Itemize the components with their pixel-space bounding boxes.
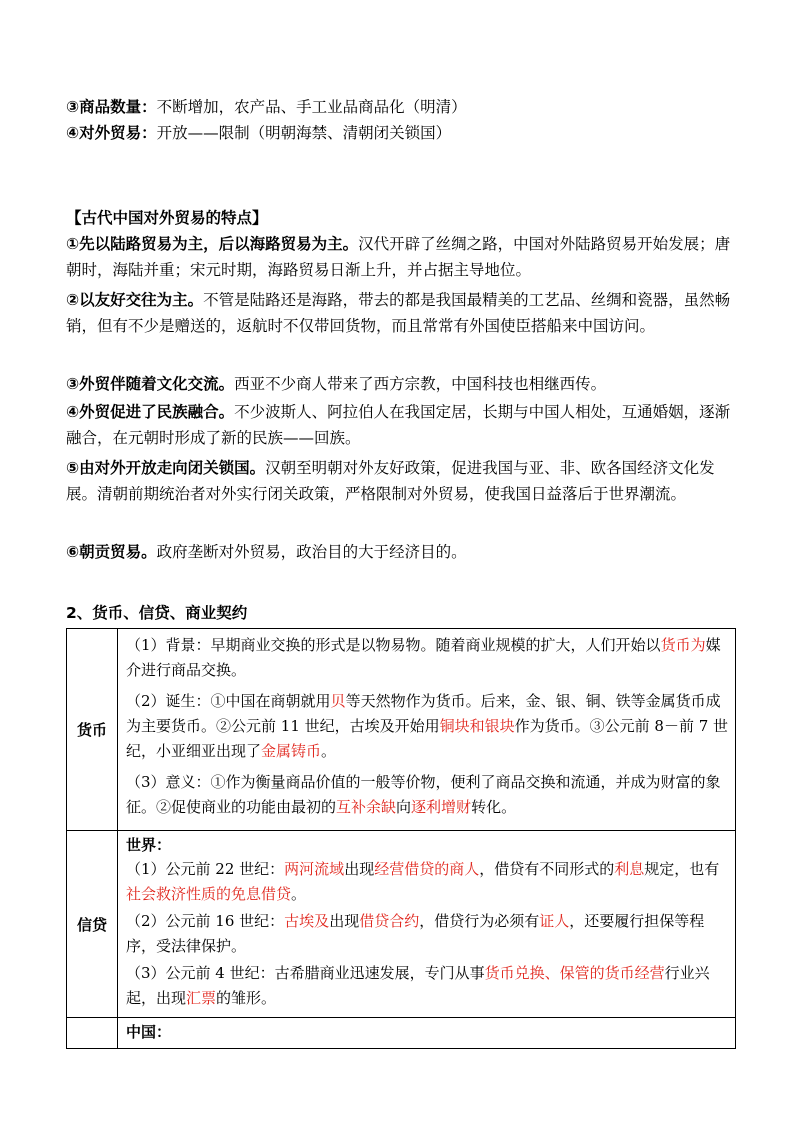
text-run: （2）公元前 16 世纪： (126, 912, 285, 930)
text-run: ，借贷行为必须有 (419, 912, 540, 930)
credit-china-content (118, 1018, 736, 1049)
text-run: 出现 (329, 912, 360, 930)
text-run: 。 (291, 885, 307, 903)
highlight-text: 互补余缺 (336, 798, 397, 816)
text-run: （3）公元前 4 世纪：古希腊商业迅速发展，专门从事 (126, 964, 485, 982)
text-run: 出现 (344, 860, 375, 878)
trade-point-3 (66, 371, 736, 397)
highlight-text: 逐利增财 (411, 798, 472, 816)
row-label-credit: 信贷 (67, 831, 118, 1018)
highlight-text: 古埃及 (284, 912, 330, 930)
point-text: 汉代开辟了丝绸之路，中国对外陆路贸易开始发展；唐朝时，海陆并重；宋元时期，海路贸易日渐上升，并占据主导地位。 (66, 235, 731, 279)
highlight-text: 借贷合约 (359, 912, 420, 930)
point-text: 西亚不少商人带来了西方宗教，中国科技也相继西传。 (234, 375, 607, 393)
highlight-text: 货币兑换、保管的货币经营 (484, 964, 665, 982)
text-run: 向 (396, 798, 412, 816)
text-run: （1）背景：早期商业交换的形式是以物易物。随着商业规模的扩大，人们开始以 (126, 636, 661, 654)
china-subheading: 中国： (126, 1023, 172, 1041)
highlight-text: 铜块和银块 (439, 717, 515, 735)
trade-point-5 (66, 455, 736, 507)
highlight-text: 利息 (614, 860, 645, 878)
currency-significance (126, 770, 729, 820)
highlight-text: 经营借贷的商人 (374, 860, 480, 878)
text-run: 等天然物作为货币。后来，金、银、铜、铁等金属货币成为主要货币。②公元前 11 世纪，古埃及开始用 (126, 692, 721, 735)
world-subheading: 世界： (126, 836, 172, 854)
text-run: 媒介进行商品交换。 (126, 636, 721, 679)
point-text: 不少波斯人、阿拉伯人在我国定居，长期与中国人相处，互通婚姻，逐渐融合，在元朝时形成了新的民族——回族。 (66, 403, 731, 447)
point-title: ②以友好交往为主。 (66, 291, 204, 309)
point-title: ⑥朝贡贸易。 (66, 543, 157, 561)
item-text: 不断增加，农产品、手工业品商品化（明清） (156, 98, 467, 116)
highlight-text: 货币为 (660, 636, 706, 654)
table-row-credit-china (67, 1018, 736, 1049)
section-2-heading: 2、货币、信贷、商业契约 (66, 604, 248, 622)
credit-item-3 (126, 961, 729, 1011)
currency-content (118, 629, 736, 831)
currency-credit-table (66, 628, 736, 1049)
credit-world-content (118, 831, 736, 1018)
text-run: （1）公元前 22 世纪： (126, 860, 285, 878)
highlight-text: 两河流域 (284, 860, 345, 878)
highlight-text: 汇票 (186, 989, 217, 1007)
point-title: ①先以陆路贸易为主，后以海路贸易为主。 (66, 235, 359, 253)
text-run: 转化。 (471, 798, 517, 816)
point-title: ③外贸伴随着文化交流。 (66, 375, 235, 393)
highlight-text: 贝 (330, 692, 346, 710)
row-label-currency: 货币 (67, 629, 118, 831)
item-title: ③商品数量： (66, 98, 157, 116)
point-title: ⑤由对外开放走向闭关锁国。 (66, 459, 266, 477)
table-row-credit (67, 831, 736, 1018)
item-foreign-trade (66, 120, 736, 146)
text-run: 的雏形。 (216, 989, 277, 1007)
text-run: （2）诞生：①中国在商朝就用 (126, 692, 331, 710)
point-text: 不管是陆路还是海路，带去的都是我国最精美的工艺品、丝绸和瓷器，虽然畅销，但有不少是赠送的，返航时不仅带回货物，而且常常有外国使臣搭船来中国访问。 (66, 291, 731, 335)
text-run: ，还要履行担保等程序，受法律保护。 (126, 912, 705, 955)
highlight-text: 金属铸币 (261, 742, 322, 760)
credit-item-2 (126, 909, 729, 959)
trade-point-1 (66, 231, 736, 283)
text-run: 行业兴起，出现 (126, 964, 710, 1007)
trade-heading: 【古代中国对外贸易的特点】 (66, 209, 268, 227)
item-text: 开放——限制（明朝海禁、清朝闭关锁国） (156, 124, 452, 142)
row-label-empty (67, 1018, 118, 1049)
trade-point-6 (66, 539, 736, 565)
text-run: 作为货币。③公元前 8－前 7 世纪，小亚细亚出现了 (126, 717, 729, 760)
trade-point-2 (66, 287, 736, 339)
highlight-text: 证人 (539, 912, 570, 930)
point-text: 汉朝至明朝对外友好政策，促进我国与亚、非、欧各国经济文化发展。清朝前期统治者对外实行闭关政策，严格限制对外贸易，使我国日益落后于世界潮流。 (66, 459, 715, 503)
item-title: ④对外贸易： (66, 124, 157, 142)
currency-background (126, 633, 729, 683)
highlight-text: 社会救济性质的免息借贷 (126, 885, 292, 903)
trade-point-4 (66, 399, 736, 451)
point-text: 政府垄断对外贸易，政治目的大于经济目的。 (156, 543, 467, 561)
table-row-currency (67, 629, 736, 831)
text-run: 。 (321, 742, 337, 760)
currency-birth (126, 689, 729, 764)
credit-item-1 (126, 857, 729, 907)
text-run: ，借贷有不同形式的 (479, 860, 615, 878)
text-run: （3）意义：①作为衡量商品价值的一般等价物，便利了商品交换和流通，并成为财富的象征。②促使商业的功能由最初的 (126, 773, 721, 816)
item-commodity-quantity (66, 94, 736, 120)
point-title: ④外贸促进了民族融合。 (66, 403, 235, 421)
text-run: 规定，也有 (644, 860, 720, 878)
